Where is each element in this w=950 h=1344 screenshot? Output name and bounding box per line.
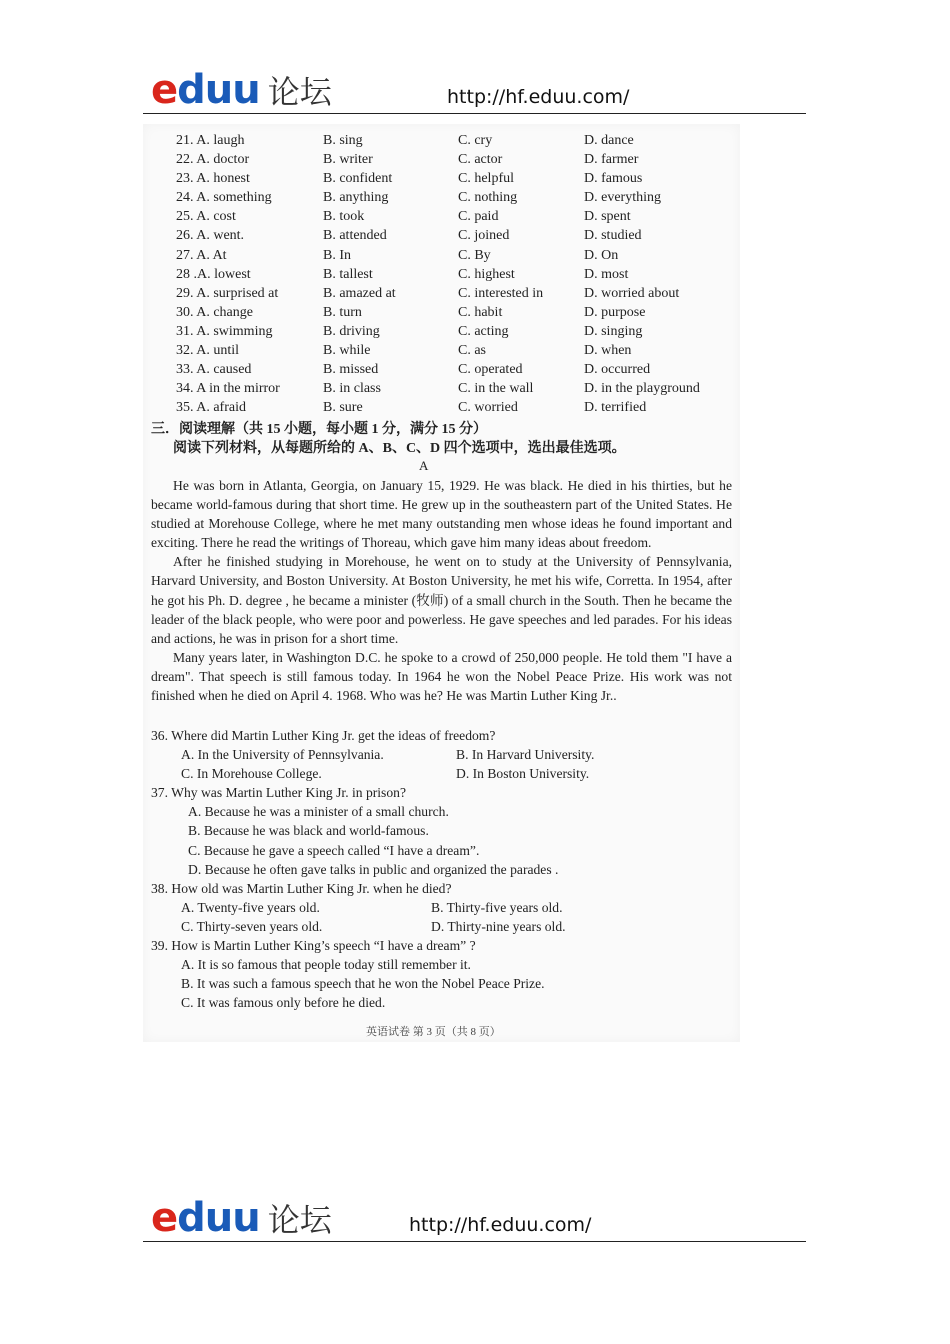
cloze-option: 33. A. caused bbox=[176, 362, 252, 378]
option: A. Because he was a minister of a small church. bbox=[188, 804, 449, 820]
cloze-option: B. sure bbox=[323, 400, 363, 416]
paragraph: Many years later, in Washington D.C. he spoke to a crowd of 250,000 people. He told them "I have a dream". That speech is still famous today. In 1964 he won the Nobel Peace Prize. His work was not finished when he died on April 4. 1968. Who was he? He was Martin Luther King Jr.. bbox=[151, 649, 732, 704]
passage-label: A bbox=[419, 458, 429, 473]
cloze-option-row bbox=[176, 169, 736, 188]
cloze-option-row bbox=[176, 360, 736, 379]
option: A. It is so famous that people today still remember it. bbox=[181, 957, 471, 973]
cloze-option: C. highest bbox=[458, 266, 515, 282]
header-url[interactable]: http://hf.eduu.com/ bbox=[447, 86, 630, 108]
option: A. Twenty-five years old. bbox=[181, 899, 320, 915]
cloze-option: C. By bbox=[458, 247, 491, 263]
cloze-option: 35. A. afraid bbox=[176, 400, 246, 416]
cloze-option: D. famous bbox=[584, 171, 643, 187]
cloze-option: B. confident bbox=[323, 171, 393, 187]
cloze-option: B. attended bbox=[323, 228, 387, 244]
cloze-option: 22. A. doctor bbox=[176, 152, 250, 168]
cloze-option-row bbox=[176, 246, 736, 265]
cloze-option: C. nothing bbox=[458, 190, 518, 206]
cloze-option: C. joined bbox=[458, 228, 510, 244]
cloze-options bbox=[176, 131, 736, 417]
cloze-option: C. actor bbox=[458, 152, 503, 168]
cloze-option: 31. A. swimming bbox=[176, 323, 273, 339]
cloze-option: C. operated bbox=[458, 362, 523, 378]
cloze-option: D. everything bbox=[584, 190, 661, 206]
cloze-option: C. habit bbox=[458, 304, 503, 320]
reading-questions bbox=[151, 726, 732, 1012]
page-footer bbox=[143, 1186, 806, 1246]
cloze-option-row bbox=[176, 322, 736, 341]
cloze-option: D. when bbox=[584, 343, 632, 359]
cloze-option: D. studied bbox=[584, 228, 642, 244]
cloze-option: B. in class bbox=[323, 381, 381, 397]
paragraph: He was born in Atlanta, Georgia, on January 15, 1929. He was black. He died in his thirties, but he became world-famous during that short time. He grew up in the southeastern part of the United States. He studied at Morehouse College, where he met many outstanding men whose ideas he found important and exciting. There he read the writings of Thoreau, which gave him many ideas about freedom. bbox=[151, 478, 732, 551]
option: D. In Boston University. bbox=[456, 766, 590, 782]
exam-page-number: 英语试卷 第 3 页（共 8 页） bbox=[366, 1026, 501, 1038]
cloze-option-row bbox=[176, 265, 736, 284]
cloze-option: D. farmer bbox=[584, 152, 639, 168]
cloze-option: C. acting bbox=[458, 323, 509, 339]
cloze-option: B. took bbox=[323, 209, 365, 225]
cloze-option: D. singing bbox=[584, 323, 643, 339]
cloze-option: D. On bbox=[584, 247, 619, 263]
option: C. It was famous only before he died. bbox=[181, 995, 386, 1011]
option-pair bbox=[151, 764, 732, 783]
footer-divider bbox=[143, 1241, 806, 1242]
cloze-option: B. missed bbox=[323, 362, 379, 378]
cloze-option: D. dance bbox=[584, 133, 634, 148]
cloze-option: 25. A. cost bbox=[176, 209, 236, 225]
cloze-option: B. tallest bbox=[323, 266, 373, 282]
cloze-option: C. paid bbox=[458, 209, 499, 225]
question-stem: 37. Why was Martin Luther King Jr. in prison? bbox=[151, 785, 406, 801]
cloze-option: B. sing bbox=[323, 133, 363, 148]
option-pair bbox=[151, 917, 732, 936]
cloze-option: C. worried bbox=[458, 400, 518, 416]
cloze-option: B. In bbox=[323, 247, 351, 263]
cloze-option-row bbox=[176, 341, 736, 360]
cloze-option: C. as bbox=[458, 343, 486, 359]
option: D. Thirty-nine years old. bbox=[431, 918, 566, 934]
question-stem: 38. How old was Martin Luther King Jr. when he died? bbox=[151, 880, 452, 896]
eduu-logo: eduu 论坛 bbox=[151, 67, 332, 113]
cloze-option: B. while bbox=[323, 343, 371, 359]
option: B. Thirty-five years old. bbox=[431, 899, 563, 915]
option: A. In the University of Pennsylvania. bbox=[181, 747, 384, 763]
option: C. In Morehouse College. bbox=[181, 766, 322, 782]
cloze-option: C. cry bbox=[458, 133, 493, 148]
cloze-option: 30. A. change bbox=[176, 304, 253, 320]
footer-url[interactable]: http://hf.eduu.com/ bbox=[409, 1214, 592, 1236]
cloze-option: 27. A. At bbox=[176, 247, 227, 263]
paragraph: After he finished studying in Morehouse, he went on to study at the University of Pennsylvania, Harvard University, and Boston University. At Boston University, he met his wife, Corretta. In 1954, after he got his Ph. D. degree , he became a minister (牧师) of a small church in the South. Then he became the leader of the black people, who were poor and powerless. He gave speeches and led parades. For his ideas and actions, he was in prison for a short time. bbox=[151, 554, 732, 646]
cloze-option: D. spent bbox=[584, 209, 631, 225]
cloze-option: D. purpose bbox=[584, 304, 646, 320]
cloze-option-row bbox=[176, 131, 736, 150]
cloze-option: C. helpful bbox=[458, 171, 514, 187]
question-stem: 39. How is Martin Luther King’s speech “I have a dream” ? bbox=[151, 938, 476, 954]
cloze-option: 34. A in the mirror bbox=[176, 381, 280, 397]
cloze-option: B. anything bbox=[323, 190, 389, 206]
reading-passage bbox=[151, 476, 732, 705]
cloze-option: 29. A. surprised at bbox=[176, 285, 279, 301]
option: B. Because he was black and world-famous. bbox=[188, 823, 429, 839]
cloze-option-row bbox=[176, 188, 736, 207]
cloze-option: D. terrified bbox=[584, 400, 647, 416]
cloze-option-row bbox=[176, 207, 736, 226]
option-pair bbox=[151, 745, 732, 764]
cloze-option-row bbox=[176, 379, 736, 398]
cloze-option: B. turn bbox=[323, 304, 362, 320]
cloze-option: D. worried about bbox=[584, 285, 680, 301]
cloze-option: B. writer bbox=[323, 152, 373, 168]
option: D. Because he often gave talks in public and organized the parades . bbox=[188, 861, 559, 877]
cloze-option: D. occurred bbox=[584, 362, 651, 378]
question-stem: 36. Where did Martin Luther King Jr. get the ideas of freedom? bbox=[151, 728, 496, 743]
cloze-option: 23. A. honest bbox=[176, 171, 250, 187]
cloze-option-row bbox=[176, 226, 736, 245]
cloze-option: 28 .A. lowest bbox=[176, 266, 251, 282]
cloze-option: 26. A. went. bbox=[176, 228, 245, 244]
section-instruction: 阅读下列材料，从每题所给的 A、B、C、D 四个选项中，选出最佳选项。 bbox=[173, 441, 626, 456]
cloze-option-row bbox=[176, 398, 736, 417]
cloze-option: B. amazed at bbox=[323, 285, 396, 301]
section-title: 三．阅读理解（共 15 小题，每小题 1 分，满分 15 分） bbox=[151, 422, 487, 437]
page-header bbox=[143, 58, 806, 118]
cloze-option: C. in the wall bbox=[458, 381, 534, 397]
eduu-logo: eduu 论坛 bbox=[151, 1195, 332, 1241]
option: B. In Harvard University. bbox=[456, 747, 595, 763]
option: B. It was such a famous speech that he won the Nobel Peace Prize. bbox=[181, 976, 545, 992]
option: C. Thirty-seven years old. bbox=[181, 918, 323, 934]
cloze-option-row bbox=[176, 303, 736, 322]
option: C. Because he gave a speech called “I have a dream”. bbox=[188, 842, 480, 858]
cloze-option: D. in the playground bbox=[584, 381, 700, 397]
cloze-option: B. driving bbox=[323, 323, 380, 339]
cloze-option: 24. A. something bbox=[176, 190, 272, 206]
option-pair bbox=[151, 898, 732, 917]
cloze-option: 32. A. until bbox=[176, 343, 240, 359]
header-divider bbox=[143, 113, 806, 114]
cloze-option: 21. A. laugh bbox=[176, 133, 245, 148]
cloze-option-row bbox=[176, 284, 736, 303]
cloze-option-row bbox=[176, 150, 736, 169]
cloze-option: D. most bbox=[584, 266, 629, 282]
cloze-option: C. interested in bbox=[458, 285, 544, 301]
